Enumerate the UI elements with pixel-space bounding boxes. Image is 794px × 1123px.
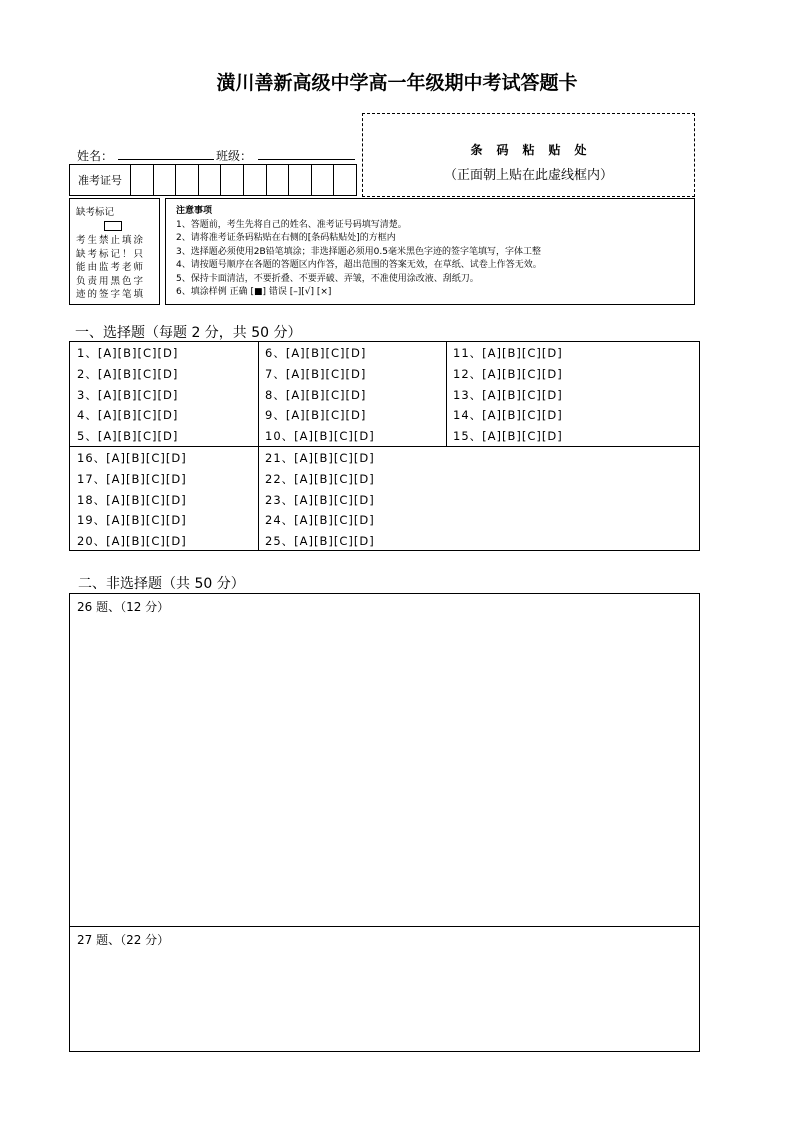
absent-mark-box [69, 198, 160, 305]
mc-question-number: 24 [265, 513, 282, 528]
mc-question-number: 16 [77, 451, 94, 465]
notes-item: 4、请按题号顺序在各题的答题区内作答，超出范围的答案无效，在草纸、试卷上作答无效。 [176, 260, 542, 270]
mc-question-13[interactable] [453, 387, 563, 403]
notes-item: 5、保持卡面清洁，不要折叠、不要弄破、弄皱，不准使用涂改液、刮纸刀。 [176, 273, 479, 284]
exam-id-cell[interactable] [289, 165, 312, 195]
mc-question-17[interactable] [77, 471, 187, 487]
absent-checkbox[interactable] [104, 221, 122, 231]
mc-question-number: 25 [265, 534, 282, 549]
notes-item: 6、填涂样例 正确 [■] 错误 [–][√] [×] [176, 287, 332, 297]
mc-question-number: 9 [265, 408, 274, 423]
mc-options[interactable]: 、[A][B][C][D] [281, 534, 375, 549]
mc-question-number: 23 [265, 492, 282, 507]
mc-question-number: 8 [265, 387, 274, 402]
mc-question-2[interactable] [77, 366, 178, 382]
mc-question-1[interactable] [77, 345, 178, 361]
barcode-hint: （正面朝上贴在此虚线框内） [443, 168, 613, 183]
mc-options[interactable]: 、[A][B][C][D] [281, 492, 375, 507]
exam-id-label: 准考证号 [70, 165, 131, 195]
mc-question-25[interactable] [265, 533, 375, 549]
mc-options[interactable]: 、[A][B][C][D] [469, 346, 563, 360]
mc-question-24[interactable] [265, 512, 375, 528]
mc-options[interactable]: 、[A][B][C][D] [93, 513, 187, 528]
name-field[interactable] [118, 159, 214, 160]
mc-question-19[interactable] [77, 512, 187, 528]
mc-options[interactable]: 、[A][B][C][D] [469, 366, 563, 381]
exam-id-box [69, 164, 357, 196]
mc-question-number: 1 [77, 346, 86, 360]
mc-question-11[interactable] [453, 345, 563, 361]
mc-question-21[interactable] [265, 450, 375, 466]
mc-options[interactable]: 、[A][B][C][D] [85, 408, 179, 423]
page-title: 潢川善新高级中学高一年级期中考试答题卡 [216, 72, 578, 94]
mc-question-12[interactable] [453, 366, 563, 382]
mc-question-15[interactable] [453, 428, 563, 444]
exam-id-cell[interactable] [312, 165, 335, 195]
section1-title: 一、选择题（每题 2 分，共 50 分） [75, 325, 302, 341]
mc-question-number: 11 [453, 346, 470, 360]
mc-question-number: 21 [265, 451, 282, 465]
exam-id-cell[interactable] [244, 165, 267, 195]
mc-options[interactable]: 、[A][B][C][D] [85, 366, 179, 381]
mc-question-6[interactable] [265, 345, 366, 361]
class-field[interactable] [258, 159, 355, 160]
mc-options[interactable]: 、[A][B][C][D] [273, 366, 367, 381]
mc-options[interactable]: 、[A][B][C][D] [85, 387, 179, 402]
mc-options[interactable]: 、[A][B][C][D] [469, 387, 563, 402]
mc-question-number: 20 [77, 534, 94, 549]
class-label: 班级： [216, 149, 253, 163]
notes-item: 1、答题前，考生先将自己的姓名、准考证号码填写清楚。 [176, 219, 407, 230]
mc-question-number: 7 [265, 366, 274, 381]
mc-question-7[interactable] [265, 366, 366, 382]
notes-box [165, 198, 695, 305]
mc-options[interactable]: 、[A][B][C][D] [273, 346, 367, 360]
mc-options[interactable]: 、[A][B][C][D] [469, 408, 563, 423]
mc-question-number: 15 [453, 429, 470, 444]
absent-text: 考生禁止填涂缺考标记！只能由监考老师负责用黑色字迹的签字笔填 [76, 235, 146, 300]
mc-question-number: 13 [453, 387, 470, 402]
open-answer-area [69, 593, 700, 1052]
mc-question-number: 22 [265, 471, 282, 486]
mc-options[interactable]: 、[A][B][C][D] [281, 471, 375, 486]
mc-question-number: 2 [77, 366, 86, 381]
notes-item: 2、请将准考证条码粘贴在右侧的[条码粘贴处]的方框内 [176, 233, 396, 243]
question-27-label: 27 题、（22 分） [77, 933, 170, 947]
mc-options[interactable]: 、[A][B][C][D] [85, 429, 179, 444]
exam-id-cell[interactable] [199, 165, 222, 195]
mc-question-number: 14 [453, 408, 470, 423]
exam-id-cell[interactable] [221, 165, 244, 195]
notes-heading: 注意事项 [176, 206, 213, 216]
mc-options[interactable]: 、[A][B][C][D] [93, 534, 187, 549]
barcode-title: 条码粘贴处 [470, 143, 601, 157]
mc-question-3[interactable] [77, 387, 178, 403]
mc-question-number: 6 [265, 346, 274, 360]
mc-options[interactable]: 、[A][B][C][D] [281, 429, 375, 444]
absent-heading: 缺考标记 [76, 207, 115, 218]
mc-question-number: 3 [77, 387, 86, 402]
mc-options[interactable]: 、[A][B][C][D] [93, 492, 187, 507]
mc-question-20[interactable] [77, 533, 187, 549]
exam-id-cell[interactable] [154, 165, 177, 195]
mc-options[interactable]: 、[A][B][C][D] [281, 513, 375, 528]
mc-options[interactable]: 、[A][B][C][D] [469, 429, 563, 444]
mc-question-18[interactable] [77, 492, 187, 508]
mc-question-16[interactable] [77, 450, 187, 466]
exam-id-cell[interactable] [176, 165, 199, 195]
mc-options[interactable]: 、[A][B][C][D] [281, 451, 375, 465]
mc-question-number: 17 [77, 471, 94, 486]
mc-question-number: 18 [77, 492, 94, 507]
exam-id-cell[interactable] [334, 165, 356, 195]
mc-question-4[interactable] [77, 407, 178, 423]
mc-options[interactable]: 、[A][B][C][D] [85, 346, 179, 360]
mc-question-22[interactable] [265, 471, 375, 487]
exam-id-cell[interactable] [267, 165, 290, 195]
mc-question-9[interactable] [265, 407, 366, 423]
mc-options[interactable]: 、[A][B][C][D] [273, 387, 367, 402]
mc-question-number: 10 [265, 429, 282, 444]
mc-options[interactable]: 、[A][B][C][D] [273, 408, 367, 423]
mc-question-number: 4 [77, 408, 86, 423]
section2-title: 二、非选择题（共 50 分） [78, 576, 245, 592]
mc-question-23[interactable] [265, 492, 375, 508]
mc-question-number: 5 [77, 429, 86, 444]
mc-question-5[interactable] [77, 428, 178, 444]
exam-id-cell[interactable] [131, 165, 154, 195]
mc-question-14[interactable] [453, 407, 563, 423]
question-26-label: 26 题、（12 分） [77, 600, 170, 614]
notes-item: 3、选择题必须使用2B铅笔填涂；非选择题必须用0.5毫米黑色字迹的签字笔填写，字体工整 [176, 246, 541, 257]
mc-question-8[interactable] [265, 387, 366, 403]
mc-question-number: 19 [77, 513, 94, 528]
mc-options[interactable]: 、[A][B][C][D] [93, 471, 187, 486]
mc-question-number: 12 [453, 366, 470, 381]
mc-question-10[interactable] [265, 428, 375, 444]
mc-options[interactable]: 、[A][B][C][D] [93, 451, 187, 465]
name-label: 姓名： [77, 149, 114, 163]
barcode-area [362, 113, 695, 197]
multiple-choice-area [69, 341, 700, 551]
